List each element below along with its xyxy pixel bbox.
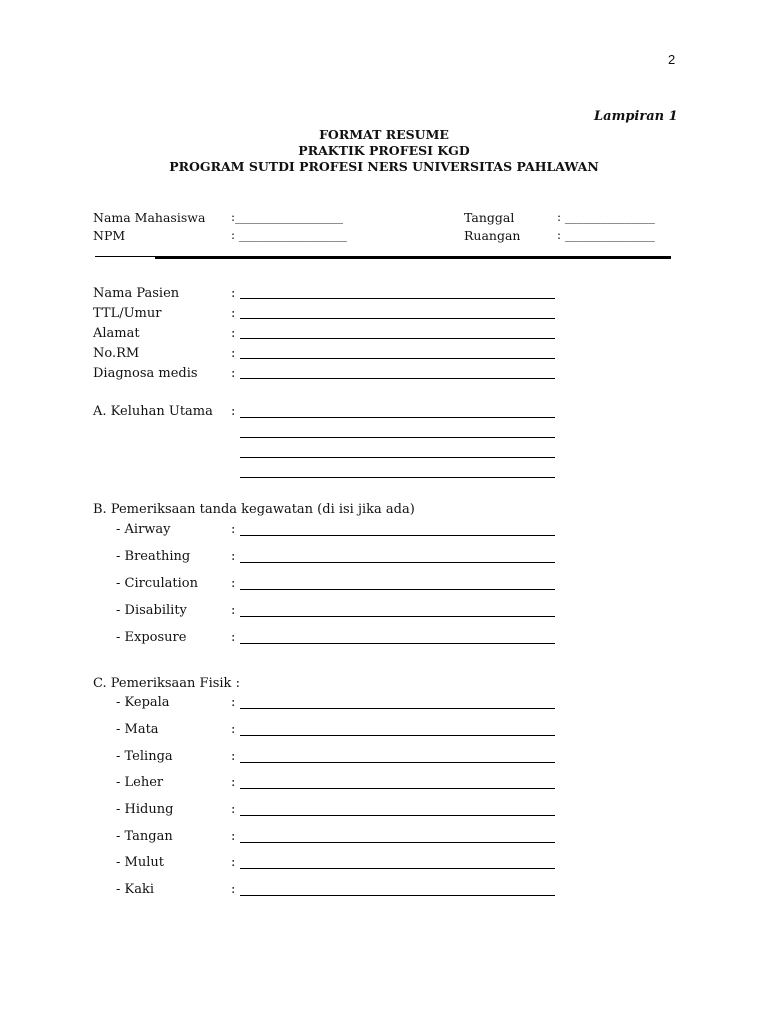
- disability-field[interactable]: [240, 616, 555, 617]
- keluhan-utama-line-2[interactable]: [240, 437, 555, 438]
- colon: :: [231, 522, 236, 537]
- no-rm-field[interactable]: [240, 358, 555, 359]
- ruangan-label: Ruangan: [464, 228, 521, 243]
- keluhan-utama-line-3[interactable]: [240, 457, 555, 458]
- colon: :: [231, 882, 236, 897]
- colon: :: [231, 326, 236, 341]
- title-praktik-profesi: PRAKTIK PROFESI KGD: [298, 143, 470, 158]
- tangan-field[interactable]: [240, 842, 555, 843]
- header-divider-thick: [155, 257, 671, 259]
- section-c-title: C. Pemeriksaan Fisik :: [93, 676, 240, 691]
- hidung-label: - Hidung: [116, 802, 174, 817]
- colon: :: [231, 855, 236, 870]
- exposure-field[interactable]: [240, 643, 555, 644]
- telinga-label: - Telinga: [116, 749, 173, 764]
- kepala-label: - Kepala: [116, 695, 170, 710]
- alamat-field[interactable]: [240, 338, 555, 339]
- alamat-label: Alamat: [93, 326, 140, 341]
- keluhan-utama-line-1[interactable]: [240, 417, 555, 418]
- kaki-label: - Kaki: [116, 882, 155, 897]
- colon: :: [231, 576, 236, 591]
- colon: :: [231, 404, 236, 419]
- colon: :: [231, 695, 236, 710]
- colon: :: [231, 722, 236, 737]
- airway-field[interactable]: [240, 535, 555, 536]
- colon: :: [231, 749, 236, 764]
- npm-label: NPM: [93, 228, 126, 243]
- exposure-label: - Exposure: [116, 630, 187, 645]
- diagnosa-medis-label: Diagnosa medis: [93, 366, 198, 381]
- title-program-studi: PROGRAM SUTDI PROFESI NERS UNIVERSITAS PAHLAWAN: [169, 159, 599, 174]
- leher-field[interactable]: [240, 788, 555, 789]
- tangan-label: - Tangan: [116, 829, 173, 844]
- ttl-umur-label: TTL/Umur: [93, 306, 162, 321]
- mulut-field[interactable]: [240, 868, 555, 869]
- colon: :: [231, 286, 236, 301]
- circulation-label: - Circulation: [116, 576, 198, 591]
- kepala-field[interactable]: [240, 708, 555, 709]
- colon: :: [231, 829, 236, 844]
- colon: :: [231, 549, 236, 564]
- nama-pasien-label: Nama Pasien: [93, 286, 180, 301]
- colon: :: [231, 306, 236, 321]
- tanggal-field[interactable]: : _______________: [557, 210, 655, 224]
- breathing-field[interactable]: [240, 562, 555, 563]
- diagnosa-medis-field[interactable]: [240, 378, 555, 379]
- kaki-field[interactable]: [240, 895, 555, 896]
- lampiran-label: Lampiran 1: [594, 109, 678, 124]
- disability-label: - Disability: [116, 603, 187, 618]
- mata-label: - Mata: [116, 722, 159, 737]
- nama-mahasiswa-field[interactable]: :__________________: [231, 210, 344, 224]
- telinga-field[interactable]: [240, 762, 555, 763]
- airway-label: - Airway: [116, 522, 171, 537]
- colon: :: [231, 603, 236, 618]
- mulut-label: - Mulut: [116, 855, 164, 870]
- keluhan-utama-line-4[interactable]: [240, 477, 555, 478]
- colon: :: [231, 802, 236, 817]
- npm-field[interactable]: : __________________: [231, 228, 347, 242]
- ttl-umur-field[interactable]: [240, 318, 555, 319]
- colon: :: [231, 346, 236, 361]
- hidung-field[interactable]: [240, 815, 555, 816]
- section-a-title: A. Keluhan Utama: [93, 404, 213, 419]
- no-rm-label: No.RM: [93, 346, 140, 361]
- colon: :: [231, 630, 236, 645]
- circulation-field[interactable]: [240, 589, 555, 590]
- colon: :: [231, 775, 236, 790]
- section-b-title: B. Pemeriksaan tanda kegawatan (di isi jika ada): [93, 502, 415, 517]
- breathing-label: - Breathing: [116, 549, 191, 564]
- nama-mahasiswa-label: Nama Mahasiswa: [93, 210, 206, 225]
- title-format-resume: FORMAT RESUME: [319, 127, 449, 142]
- mata-field[interactable]: [240, 735, 555, 736]
- tanggal-label: Tanggal: [464, 210, 515, 225]
- ruangan-field[interactable]: : _______________: [557, 228, 655, 242]
- colon: :: [231, 366, 236, 381]
- nama-pasien-field[interactable]: [240, 298, 555, 299]
- page-number: 2: [668, 52, 676, 67]
- leher-label: - Leher: [116, 775, 164, 790]
